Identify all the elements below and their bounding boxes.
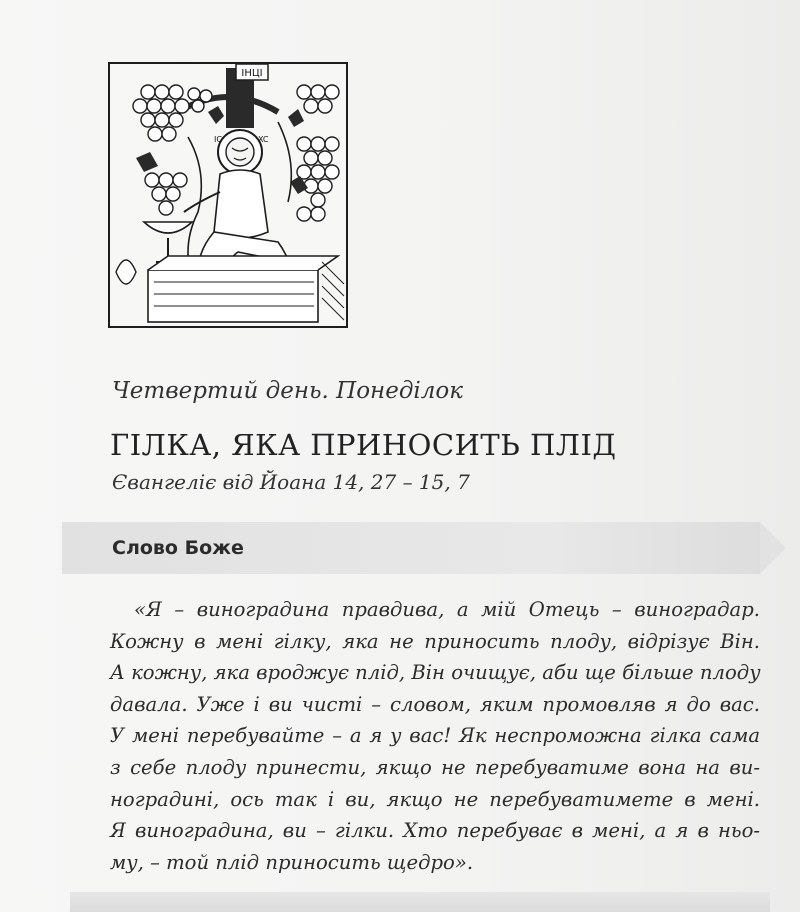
page-title: ГІЛКА, ЯКА ПРИНОСИТЬ ПЛІД: [110, 428, 617, 462]
section-heading: Слово Боже: [112, 537, 244, 559]
scripture-line: з себе плоду принести, якщо не перебуватиме вона на ви-: [110, 755, 760, 779]
figure-letters-left: IC: [214, 135, 222, 144]
cross-inscription: ІНЦІ: [241, 68, 263, 79]
scripture-line: му, – той плід приносить щедро».: [110, 850, 474, 874]
scripture-line: Кожну в мені гілку, яка не приносить плоду, відрізує Він.: [110, 629, 760, 653]
scripture-line: А кожну, яка вроджує плід, Він очищує, аби ще більше плоду: [110, 661, 761, 685]
scripture-line: «Я – виноградина правдива, а мій Отець – виноградар.: [134, 598, 760, 621]
bottom-band: [70, 892, 770, 912]
scripture-line: У мені перебувайте – а я у вас! Як неспроможна гілка сама: [110, 724, 760, 748]
icon-illustration-vine: [108, 62, 348, 328]
scripture-reference: Євангеліє від Йоана 14, 27 – 15, 7: [112, 470, 470, 494]
scripture-line: Я виноградина, ви – гілки. Хто перебуває в мені, а я в ньо-: [110, 819, 760, 843]
scripture-line: ноградині, ось так і ви, якщо не перебуватимете в мені.: [110, 787, 760, 811]
day-label: Четвертий день. Понеділок: [112, 378, 463, 404]
scripture-text: [110, 594, 760, 878]
figure-letters-right: XC: [258, 135, 269, 144]
scripture-line: давала. Уже і ви чисті – словом, яким промовляв я до вас.: [110, 692, 760, 716]
